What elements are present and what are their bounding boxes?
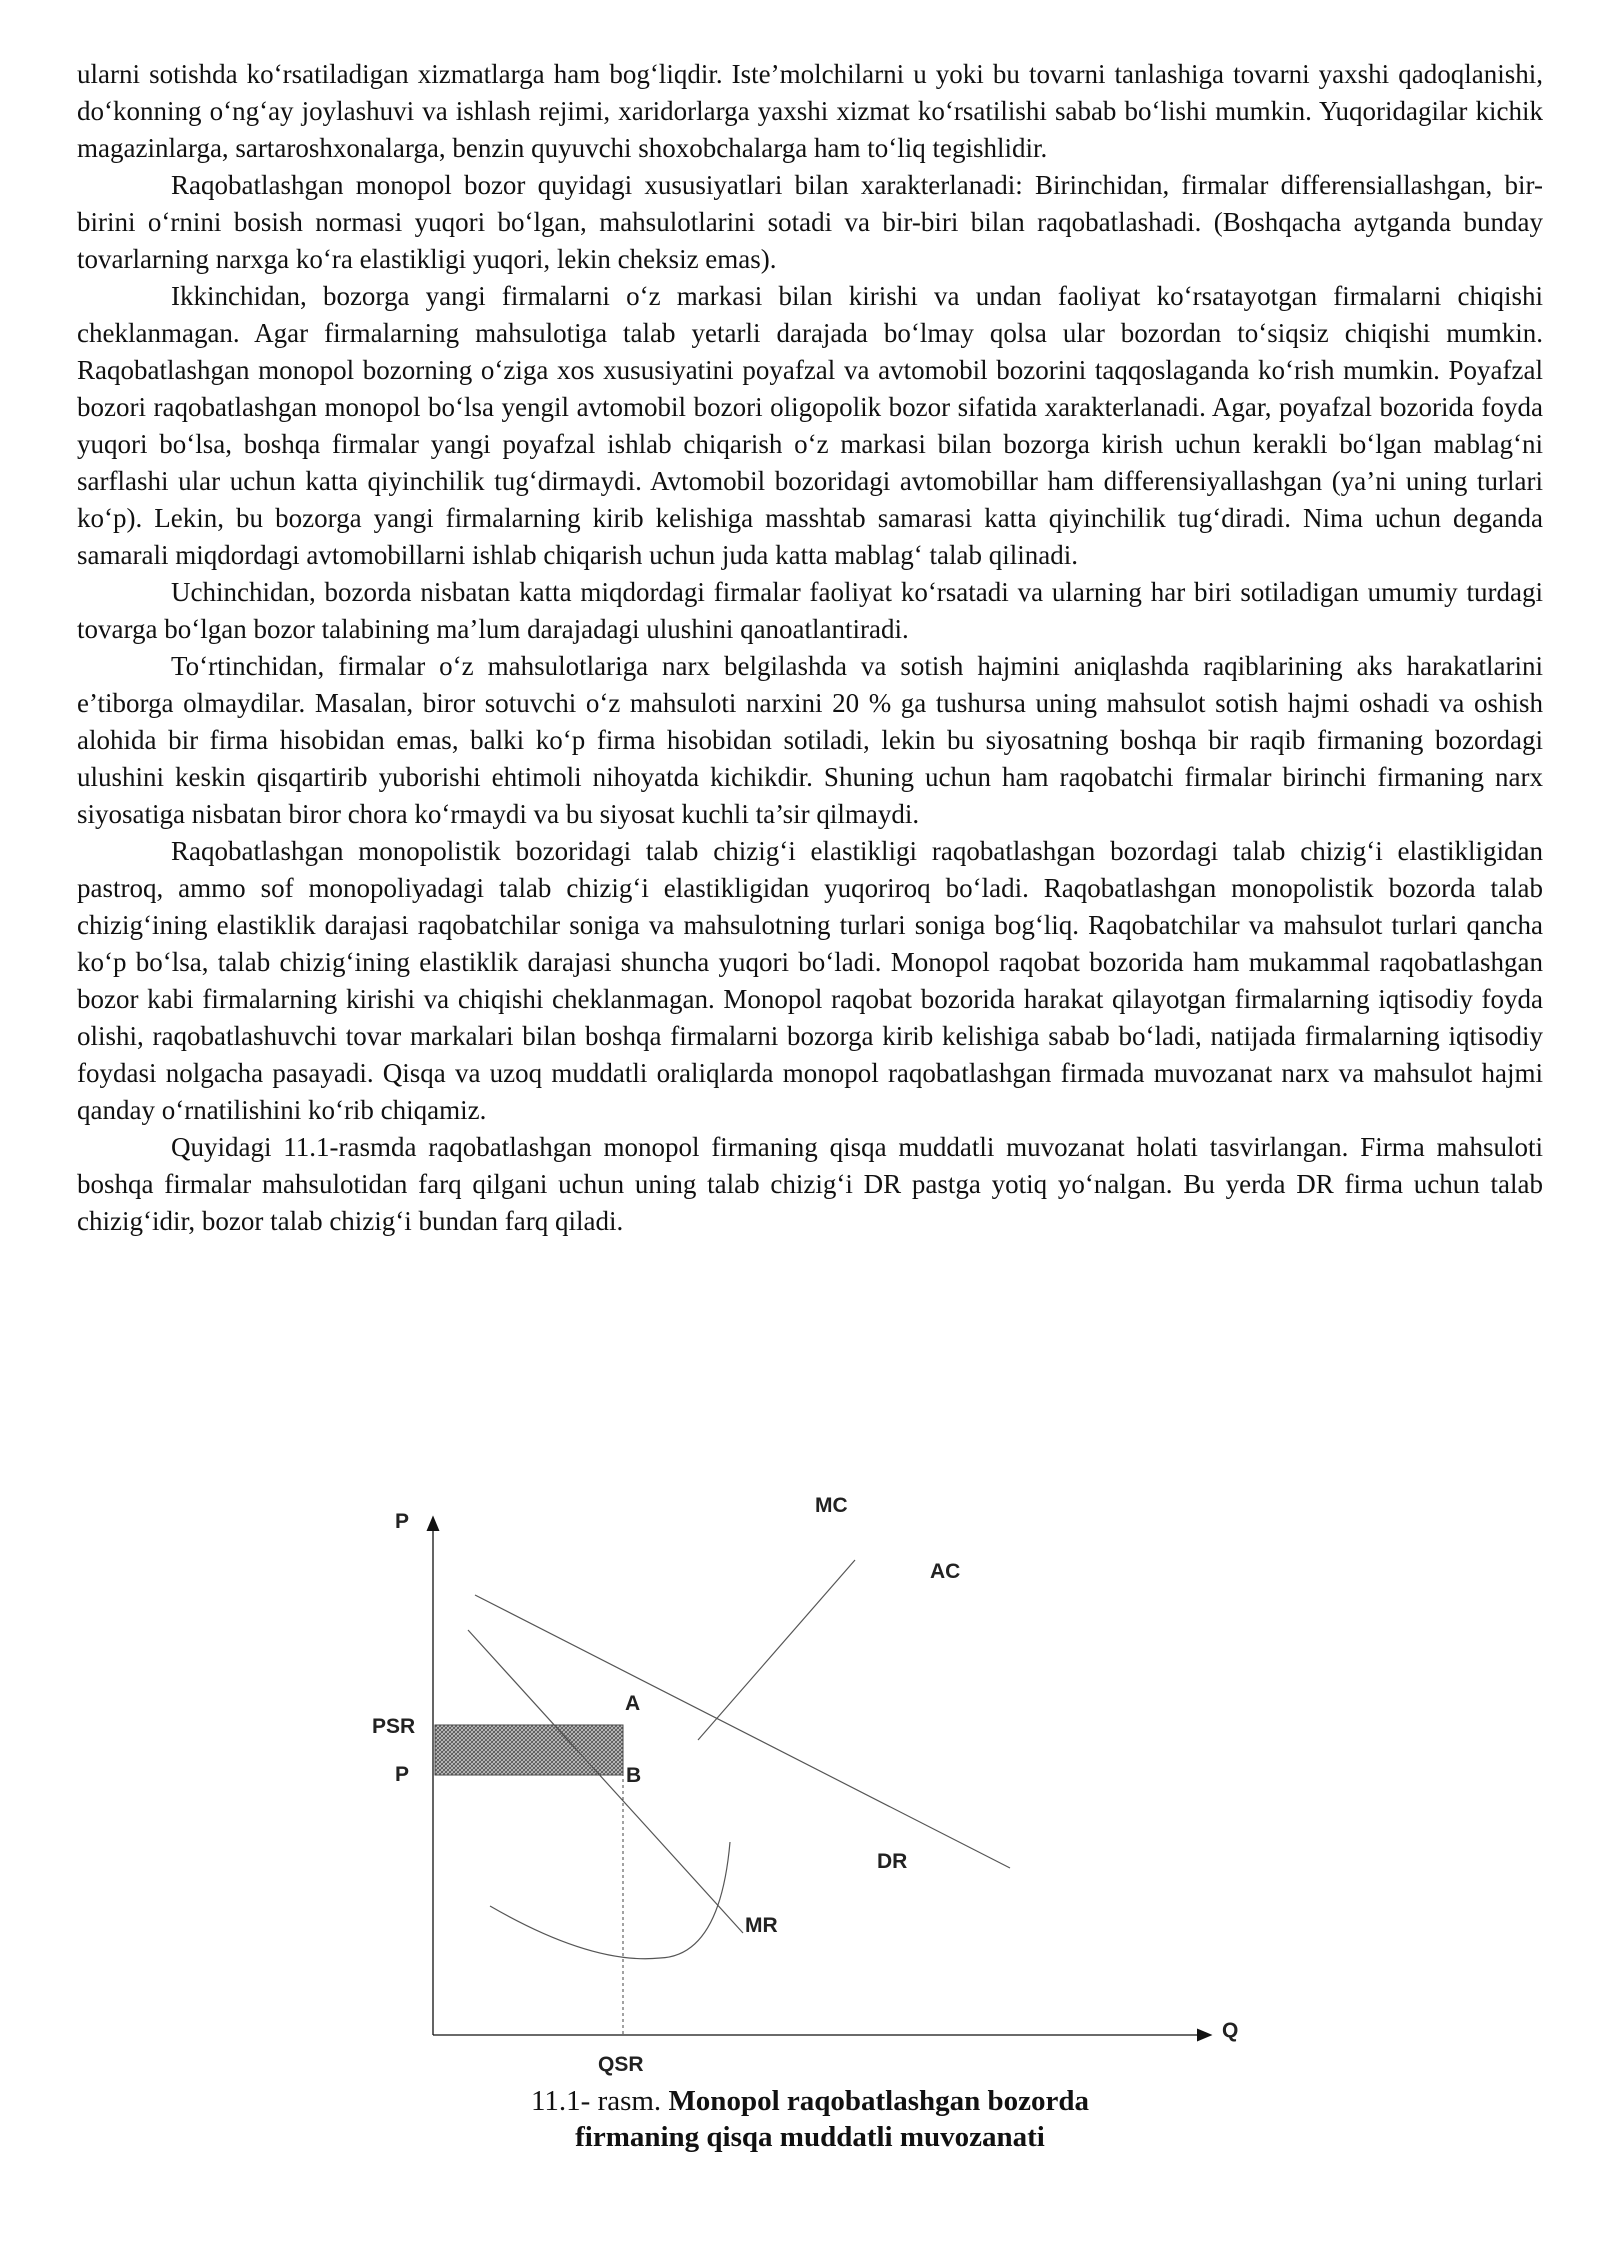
mc-label: MC bbox=[815, 1494, 848, 1517]
paragraph: Raqobatlashgan monopolistik bozoridagi talab chizig‘i elastikligi raqobatlashgan bozordagi talab chizig‘i elastikligidan pastroq, ammo sof monopoliyadagi talab chizig‘i elastikligidan yuqoriroq bo‘ladi. Raqobatlashgan monopolistik bozorda talab chizig‘ining elastiklik darajasi raqobatchilar soniga va mahsulotning turlari soniga bog‘liq. Raqobatchilar va mahsulot turlari qancha ko‘p bo‘lsa, talab chizig‘ining elastiklik darajasi shuncha yuqori bo‘ladi. Monopol raqobat bozorida ham mukammal raqobatlashgan bozor kabi firmalarning kirishi va chiqishi cheklanmagan. Monopol raqobat bozorida harakat qilayotgan firmalarning iqtisodiy foyda olishi, raqobatlashuvchi tovar markalari bilan boshqa firmalarni bozorga kirib kelishiga sabab bo‘ladi, natijada firmalarning iqtisodiy foydasi nolgacha pasayadi. Qisqa va uzoq muddatli oraliqlarda monopol raqobatlashgan firmada muvozanat narx va mahsulot hajmi qanday o‘rnatilishini ko‘rib chiqamiz. bbox=[77, 836, 1543, 1125]
caption-prefix: 11.1- rasm. bbox=[530, 2085, 669, 2117]
article-body bbox=[77, 56, 1543, 1240]
ac-label: AC bbox=[930, 1560, 961, 1583]
paragraph: ularni sotishda ko‘rsatiladigan xizmatlarga ham bog‘liqdir. Iste’molchilarni u yoki bu tovarni tanlashiga tovarni yaxshi qadoqlanishi, do‘konning o‘ng‘ay joylashuvi va ishlash rejimi, xaridorlarga yaxshi xizmat ko‘rsatilishi sabab bo‘lishi mumkin. Yuqoridagilar kichik magazinlarga, sartaroshxonalarga, benzin quyuvchi shoxobchalarga ham to‘liq tegishlidir. bbox=[77, 59, 1543, 163]
p-label: P bbox=[395, 1763, 410, 1786]
profit-rectangle bbox=[435, 1725, 623, 1775]
figure-short-run-equilibrium bbox=[360, 1470, 1260, 2076]
paragraph: To‘rtinchidan, firmalar o‘z mahsulotlariga narx belgilashda va sotish hajmini aniqlashda raqiblarining aks harakatlarini e’tiborga olmaydilar. Masalan, biror sotuvchi o‘z mahsuloti narxini 20 % ga tushursa uning mahsulot sotish hajmi oshadi va oshish alohida bir firma hisobidan emas, balki ko‘p firma hisobidan sotiladi, lekin bu siyosatning boshqa bir raqib firmaning bozordagi ulushini keskin qisqartirib yuborishi ehtimoli nihoyatda kichikdir. Shuning uchun ham raqobatchi firmalar birinchi firmaning narx siyosatiga nisbatan biror chora ko‘rmaydi va bu siyosat kuchli ta’sir qilmaydi. bbox=[77, 651, 1543, 829]
ac-curve bbox=[490, 1842, 730, 1959]
economics-diagram bbox=[360, 1470, 1260, 2076]
point-b-label: B bbox=[626, 1764, 642, 1787]
paragraph: Uchinchidan, bozorda nisbatan katta miqdordagi firmalar faoliyat ko‘rsatadi va ularning har biri sotiladigan umumiy turdagi tovarga bo‘lgan bozor talabining ma’lum darajadagi ulushini qanoatlantiradi. bbox=[77, 577, 1543, 644]
q-axis-label: Q bbox=[1222, 2019, 1239, 2042]
figure-caption bbox=[360, 2083, 1260, 2155]
caption-title-line2: firmaning qisqa muddatli muvozanati bbox=[575, 2121, 1045, 2153]
dr-label: DR bbox=[877, 1850, 908, 1873]
mc-curve bbox=[698, 1560, 855, 1740]
psr-label: PSR bbox=[372, 1715, 416, 1738]
p-axis-label: P bbox=[395, 1510, 410, 1533]
caption-title-line1: Monopol raqobatlashgan bozorda bbox=[668, 2085, 1090, 2117]
point-a-label: A bbox=[625, 1692, 641, 1715]
paragraph: Ikkinchidan, bozorga yangi firmalarni o‘z markasi bilan kirishi va undan faoliyat ko‘rsatayotgan firmalarni chiqishi cheklanmagan. Agar firmalarning mahsulotiga talab yetarli darajada bo‘lmay qolsa ular bozordan to‘siqsiz chiqishi mumkin. Raqobatlashgan monopol bozorning o‘ziga xos xususiyatini poyafzal va avtomobil bozorini taqqoslaganda ko‘rish mumkin. Poyafzal bozori raqobatlashgan monopol bo‘lsa yengil avtomobil bozori oligopolik bozor sifatida xarakterlanadi. Agar, poyafzal bozorida foyda yuqori bo‘lsa, boshqa firmalar yangi poyafzal ishlab chiqarish o‘z markasi bilan bozorga kirish uchun kerakli bo‘lgan mablag‘ni sarflashi ular uchun katta qiyinchilik tug‘dirmaydi. Avtomobil bozoridagi avtomobillar ham differensiyallashgan (ya’ni uning turlari ko‘p). Lekin, bu bozorga yangi firmalarning kirib kelishiga masshtab samarasi katta qiyinchilik tug‘diradi. Nima uchun deganda samarali miqdordagi avtomobillarni ishlab chiqarish uchun juda katta mablag‘ talab qilinadi. bbox=[77, 281, 1543, 570]
paragraph: Raqobatlashgan monopol bozor quyidagi xususiyatlari bilan xarakterlanadi: Birinchidan, firmalar differensiallashgan, bir-birini o‘rnini bosish normasi yuqori bo‘lgan, mahsulotlarini sotadi va bir-biri bilan raqobatlashadi. (Boshqacha aytganda bunday tovarlarning narxga ko‘ra elastikligi yuqori, lekin cheksiz emas). bbox=[77, 170, 1543, 274]
paragraph: Quyidagi 11.1-rasmda raqobatlashgan monopol firmaning qisqa muddatli muvozanat holati tasvirlangan. Firma mahsuloti boshqa firmalar mahsulotidan farq qilgani uchun uning talab chizig‘i DR pastga yotiq yo‘nalgan. Bu yerda DR firma uchun talab chizig‘idir, bozor talab chizig‘i bundan farq qiladi. bbox=[77, 1132, 1543, 1236]
mr-label: MR bbox=[745, 1914, 778, 1937]
qsr-label: QSR bbox=[598, 2053, 644, 2076]
mr-curve bbox=[468, 1630, 743, 1933]
